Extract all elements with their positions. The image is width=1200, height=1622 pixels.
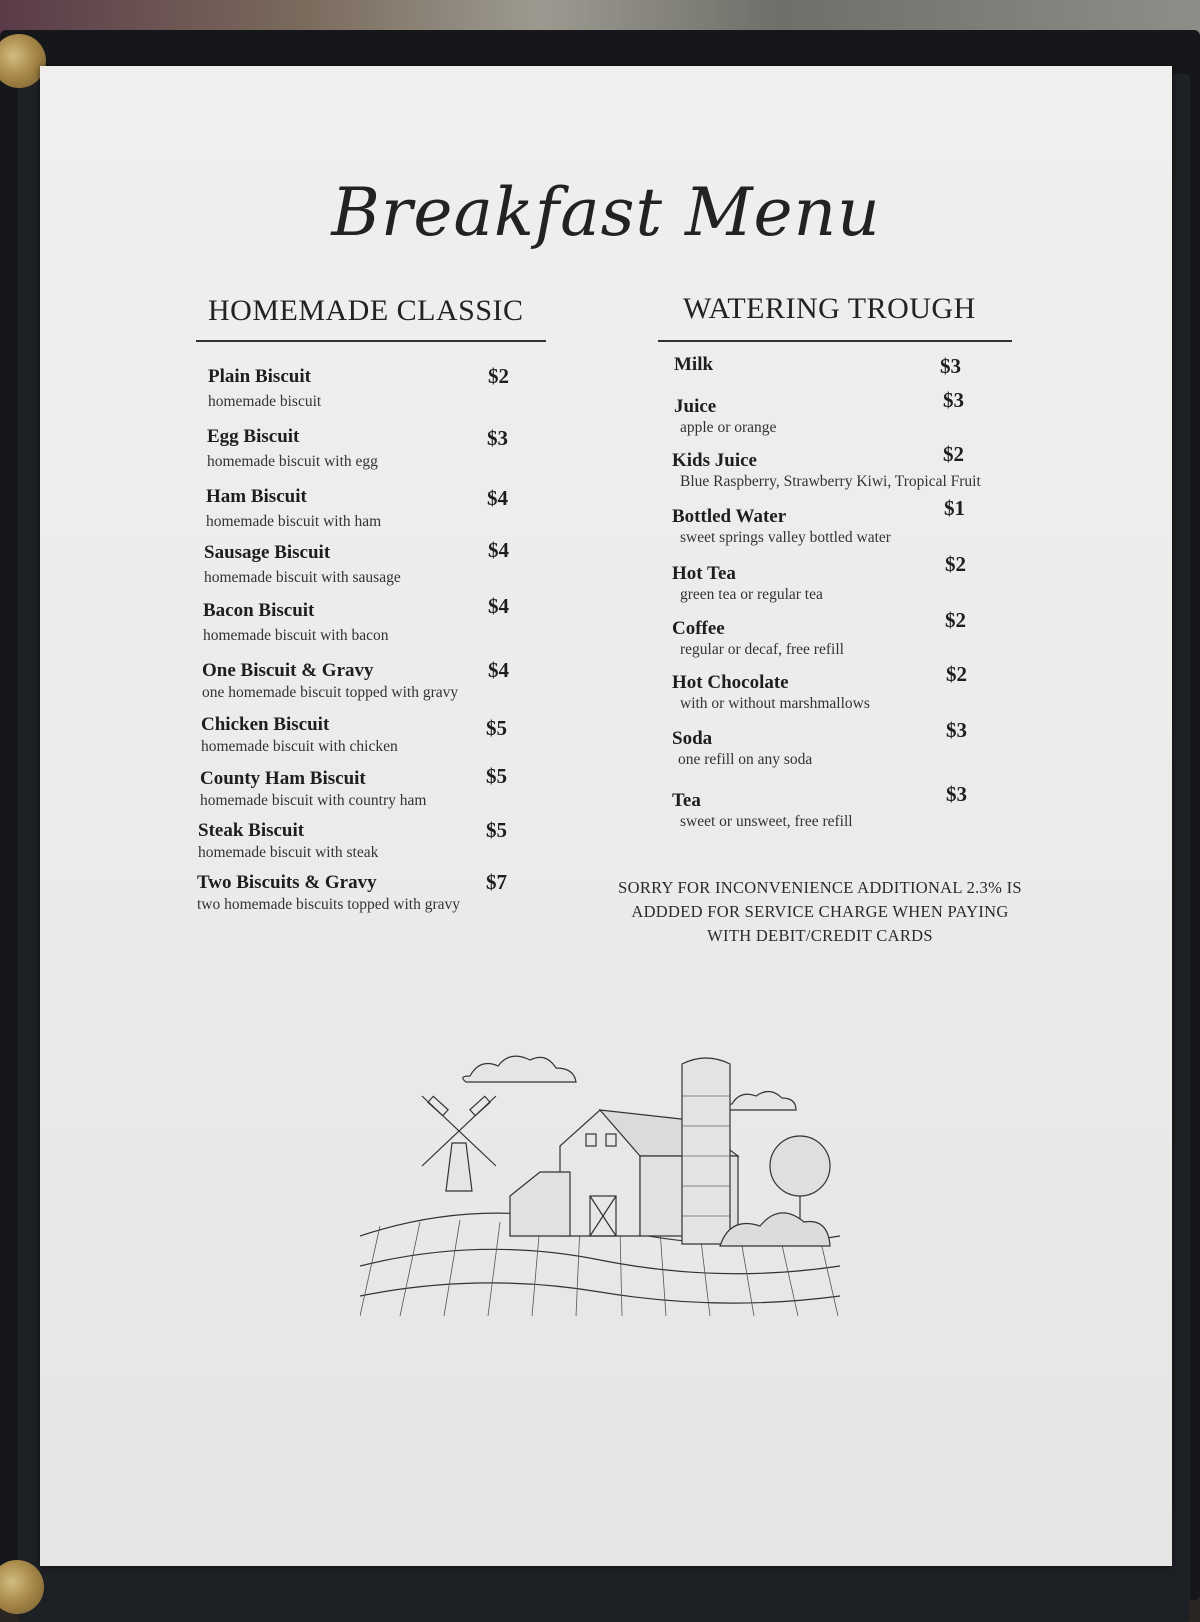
item-description: homemade biscuit with ham (206, 513, 382, 530)
item-price: $3 (940, 354, 961, 378)
item-price: $1 (944, 496, 965, 520)
item-price: $5 (486, 818, 507, 842)
item-description: one homemade biscuit topped with gravy (202, 684, 459, 701)
menu-item (206, 486, 381, 531)
item-description: homemade biscuit with egg (207, 453, 378, 470)
item-name: Steak Biscuit (198, 820, 305, 841)
menu-item (200, 768, 426, 810)
menu-item (672, 790, 853, 831)
menu-item (674, 396, 776, 437)
item-name: Kids Juice (672, 450, 757, 471)
item-price: $3 (943, 388, 964, 412)
section-heading-homemade-classic: HOMEMADE CLASSIC (208, 294, 524, 327)
menu-item (197, 872, 460, 914)
item-description: regular or decaf, free refill (680, 641, 844, 658)
item-price: $4 (488, 538, 509, 562)
item-name: Two Biscuits & Gravy (197, 872, 377, 893)
menu-item (202, 660, 458, 702)
item-price: $4 (488, 658, 509, 682)
menu-item (674, 354, 713, 376)
item-description: homemade biscuit with country ham (200, 792, 427, 809)
item-name: Hot Tea (672, 563, 736, 584)
item-description: green tea or regular tea (680, 586, 823, 603)
item-name: Milk (674, 354, 714, 375)
menu-item (672, 563, 823, 604)
menu-item (198, 820, 378, 862)
item-price: $3 (946, 718, 967, 742)
item-price: $2 (943, 442, 964, 466)
item-name: Ham Biscuit (206, 486, 307, 507)
item-description: homemade biscuit with steak (198, 844, 379, 861)
item-name: Chicken Biscuit (201, 714, 330, 735)
section-heading-watering-trough: WATERING TROUGH (683, 292, 976, 325)
menu-item (672, 672, 870, 713)
menu-item (208, 366, 321, 411)
item-description: Blue Raspberry, Strawberry Kiwi, Tropical Fruit (680, 473, 981, 490)
item-description: one refill on any soda (678, 751, 813, 768)
card-surcharge-notice (600, 876, 1040, 948)
menu-item (201, 714, 398, 756)
item-price: $5 (486, 716, 507, 740)
item-price: $4 (487, 486, 508, 510)
item-name: Soda (672, 728, 713, 749)
menu-item (204, 542, 401, 587)
notice-line: WITH DEBIT/CREDIT CARDS (707, 926, 933, 945)
item-name: Coffee (672, 618, 725, 639)
menu-item (203, 600, 389, 645)
item-name: One Biscuit & Gravy (202, 660, 374, 681)
item-description: with or without marshmallows (680, 695, 870, 712)
item-description: homemade biscuit with chicken (201, 738, 398, 755)
item-description: apple or orange (680, 419, 777, 436)
item-price: $2 (946, 662, 967, 686)
item-name: Egg Biscuit (207, 426, 300, 447)
item-description: homemade biscuit (208, 393, 322, 410)
item-description: two homemade biscuits topped with gravy (197, 896, 461, 913)
item-name: Bacon Biscuit (203, 600, 315, 621)
item-name: Tea (672, 790, 701, 811)
farm-illustration (360, 1016, 840, 1336)
item-description: sweet or unsweet, free refill (680, 813, 853, 830)
section-divider (658, 340, 1012, 342)
menu-item (672, 450, 981, 491)
item-description: homemade biscuit with sausage (204, 569, 401, 586)
menu-page (40, 66, 1172, 1566)
item-description: homemade biscuit with bacon (203, 627, 389, 644)
item-name: County Ham Biscuit (200, 768, 366, 789)
item-price: $3 (946, 782, 967, 806)
item-name: Bottled Water (672, 506, 787, 527)
menu-item (207, 426, 378, 471)
item-description: sweet springs valley bottled water (680, 529, 891, 546)
item-price: $2 (945, 552, 966, 576)
menu-item (672, 506, 891, 547)
item-price: $7 (486, 870, 507, 894)
item-name: Sausage Biscuit (204, 542, 331, 563)
menu-title: Breakfast Menu (331, 174, 881, 251)
notice-line: ADDDED FOR SERVICE CHARGE WHEN PAYING (631, 902, 1009, 921)
item-price: $2 (488, 364, 509, 388)
notice-line: SORRY FOR INCONVENIENCE ADDITIONAL 2.3% IS (618, 878, 1022, 897)
item-name: Juice (674, 396, 717, 417)
item-name: Plain Biscuit (208, 366, 311, 387)
item-price: $2 (945, 608, 966, 632)
section-divider (196, 340, 546, 342)
menu-item (672, 618, 844, 659)
item-price: $5 (486, 764, 507, 788)
item-price: $4 (488, 594, 509, 618)
menu-item (672, 728, 812, 769)
item-name: Hot Chocolate (672, 672, 789, 693)
item-price: $3 (487, 426, 508, 450)
